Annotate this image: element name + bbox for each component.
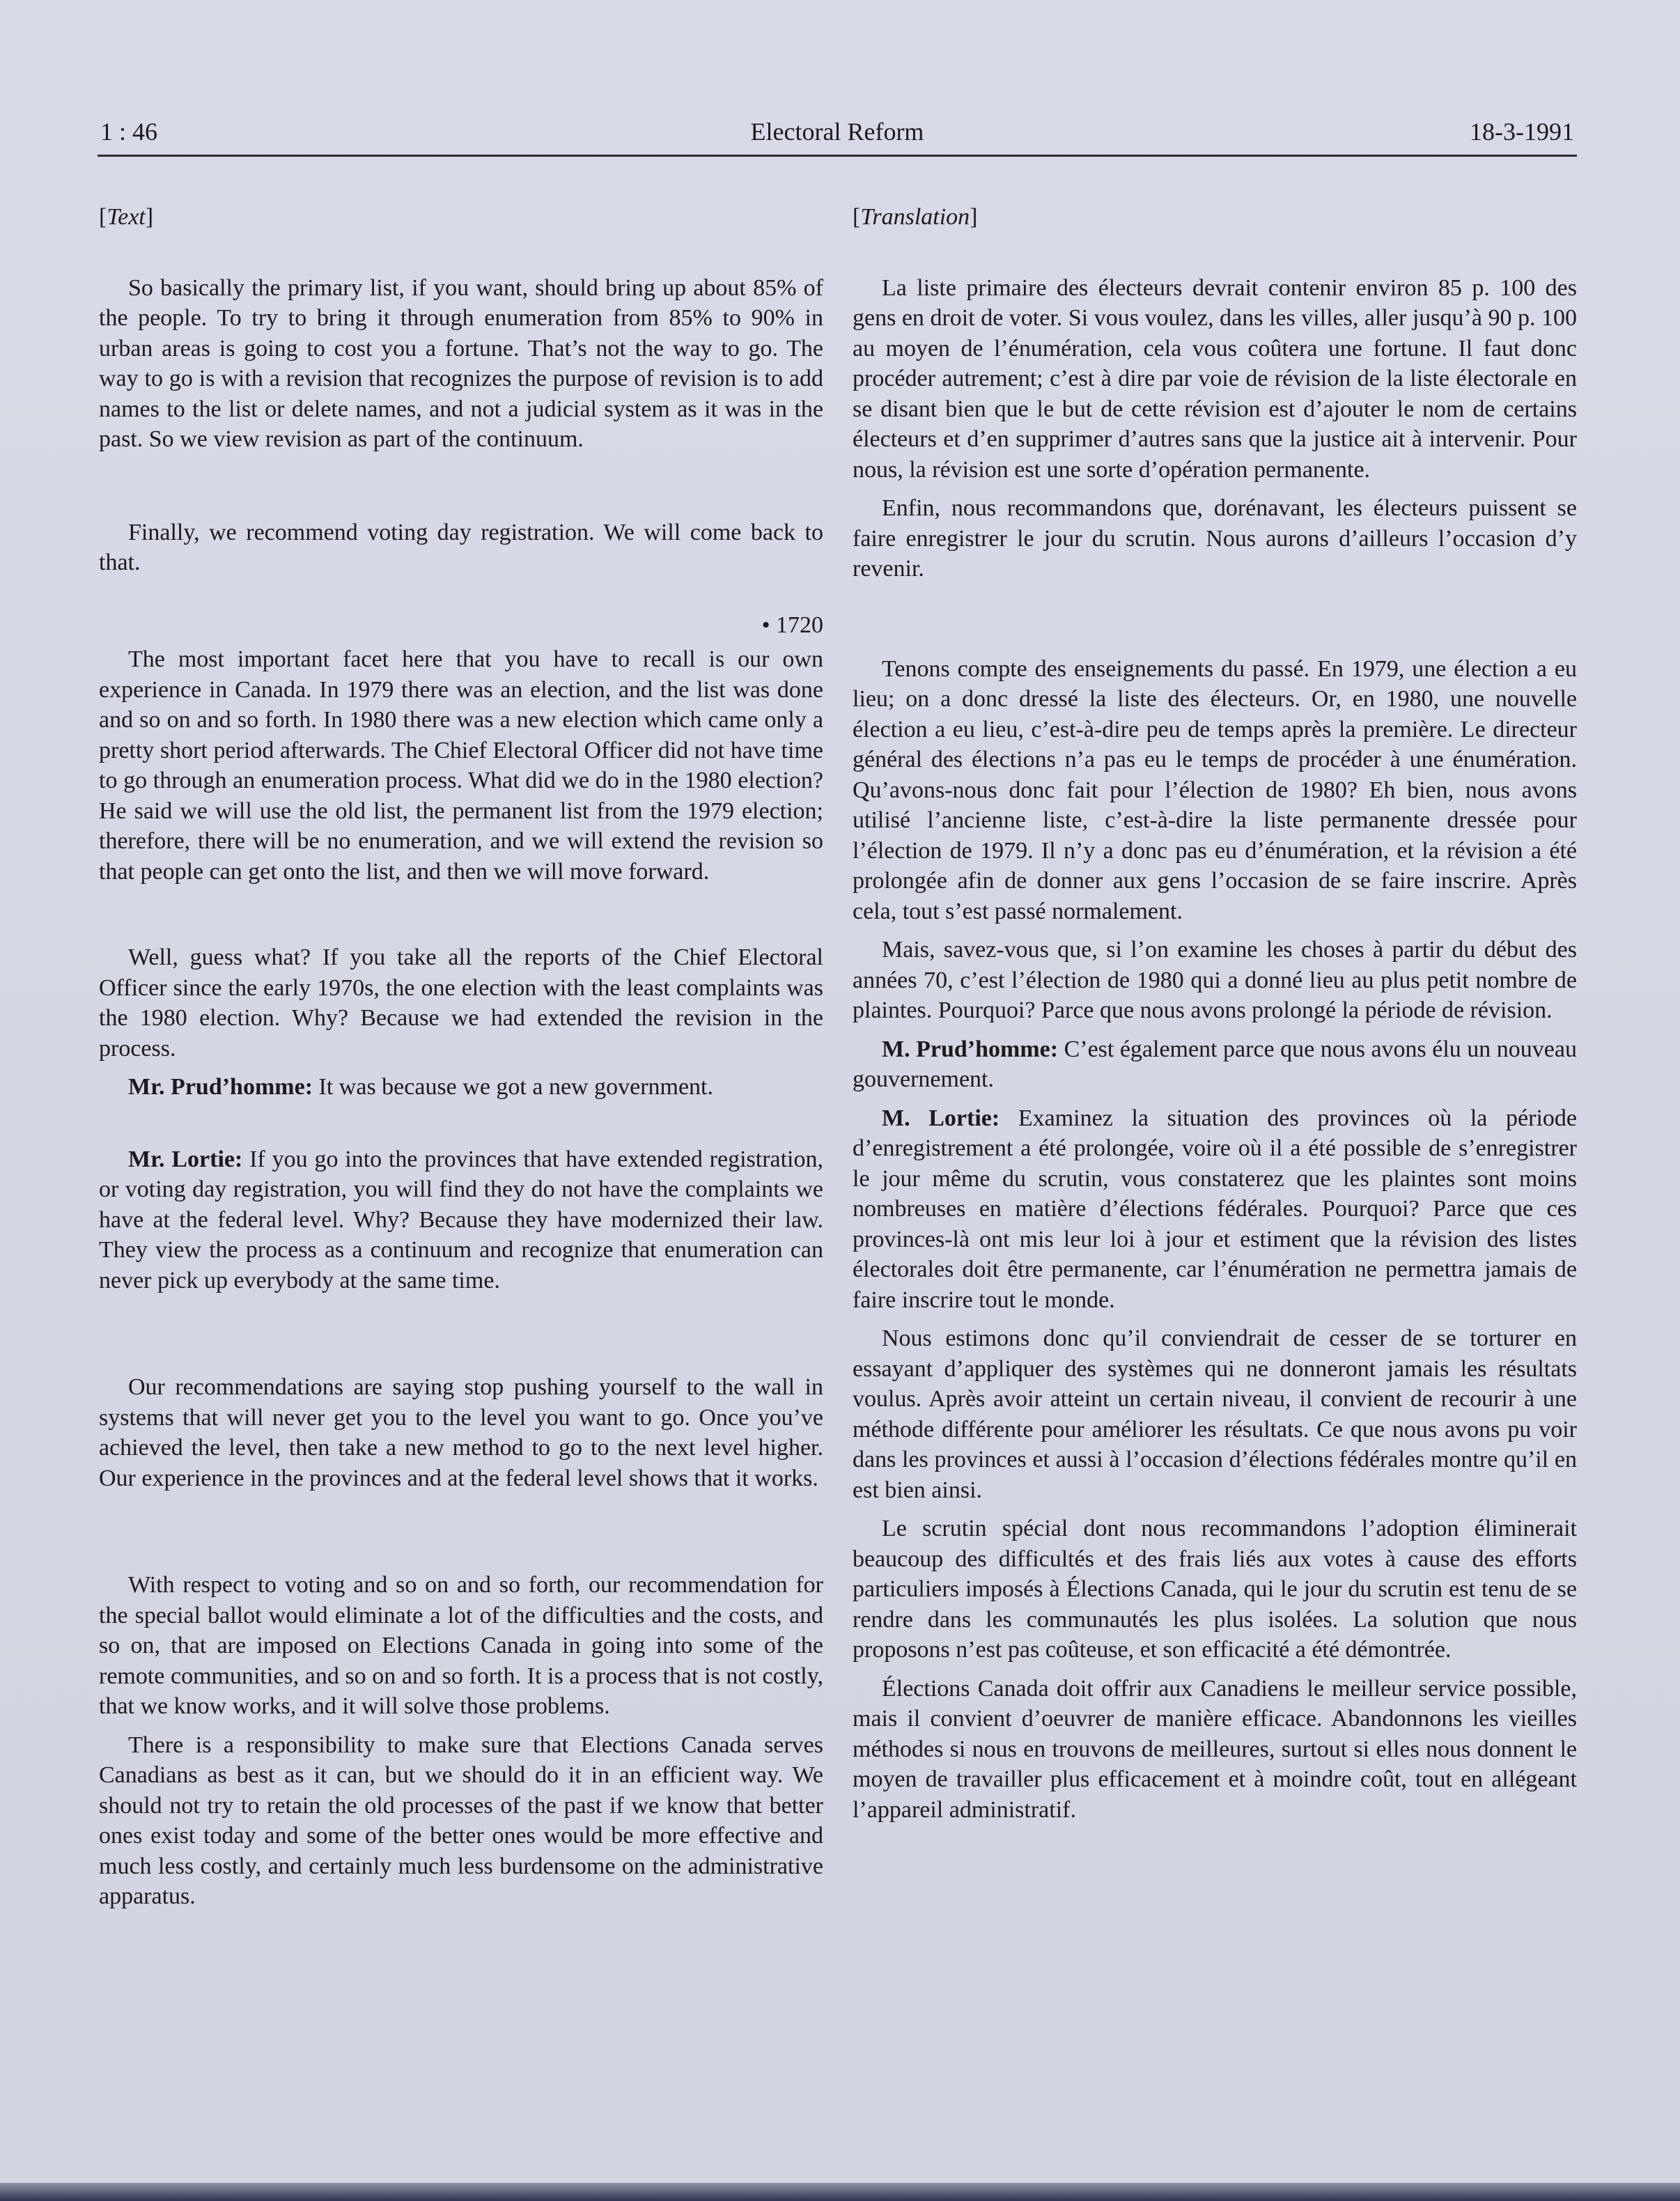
header-date: 18-3-1991 [1470, 118, 1574, 146]
english-paragraph-8: With respect to voting and so on and so forth, our recommendation for the special ballot would eliminate a lot of the difficulties and the costs, and so on, that are imposed on Elections Canada in going into some of the remote communities, and so on and so forth. It is a process that is not costly, that we know works, and it will solve those problems. [99, 1572, 823, 1719]
header-title: Electoral Reform [750, 118, 924, 146]
english-column [99, 202, 823, 1912]
time-marker: • 1720 [761, 612, 823, 638]
french-paragraph-6 [853, 1103, 1577, 1316]
french-paragraph-1: La liste primaire des électeurs devrait contenir environ 85 p. 100 des gens en droit de voter. Si vous voulez, dans les villes, aller jusqu’à 90 p. 100 au moyen de l’énumération, cela vous coûtera une fortune. Il faut donc procéder autrement; c’est à dire par voie de révision de la liste électorale en se disant bien que le but de cette révision est d’ajouter le nom de certains électeurs et d’en supprimer d’autres sans que la justice ait à intervenir. Pour nous, la révision est une sorte d’opération permanente. [853, 274, 1577, 483]
french-column [853, 202, 1577, 1825]
speech-text: C’est également parce que nous avons élu un nouveau gouvernement. [853, 1036, 1577, 1092]
speech-text: It was because we got a new government. [313, 1074, 713, 1100]
speaker-name: Mr. Prud’homme: [128, 1074, 313, 1100]
english-paragraph-5 [99, 1072, 823, 1103]
translation-label: [Translation] [853, 204, 978, 230]
english-paragraph-3: The most important facet here that you have to recall is our own experience in Canada. In 1979 there was an election, and the list was done and so on and so forth. In 1980 there was a new election which came only a pretty short period afterwards. The Chief Electoral Officer did not have time to go through an enumeration process. What did we do in the 1980 election? He said we will use the old list, the permanent list from the 1979 election; therefore, there will be no enumeration, and we will extend the revision so that people can get onto the list, and then we will move forward. [99, 646, 823, 885]
speech-text: Examinez la situation des provinces où la période d’enregistrement a été prolongée, voire où il a été possible de s’enregistrer le jour même du scrutin, vous constaterez que les plaintes sont moins nombreuses en matière d’élections fédérales. Pourquoi? Parce que ces provinces-là ont mis leur loi à jour et estiment que la révision des listes électorales doit être permanente, car l’énumération ne permettra jamais de faire inscrire tout le monde. [853, 1105, 1577, 1313]
french-paragraph-5 [853, 1034, 1577, 1095]
text-label-word: Text [107, 204, 146, 230]
french-paragraph-4: Mais, savez-vous que, si l’on examine les choses à partir du début des années 70, c’est l’élection de 1980 qui a donné lieu au plus petit nombre de plaintes. Pourquoi? Parce que nous avons prolongé la période de révision. [853, 937, 1577, 1023]
english-paragraph-1: So basically the primary list, if you want, should bring up about 85% of the people. To try to bring it through enumeration from 85% to 90% in urban areas is going to cost you a fortune. That’s not the way to go. The way to go is with a revision that recognizes the purpose of revision is to add names to the list or delete names, and not a judicial system as it was in the past. So we view revision as part of the continuum. [99, 274, 823, 452]
speaker-name: M. Lortie: [882, 1105, 1000, 1131]
english-paragraph-4: Well, guess what? If you take all the reports of the Chief Electoral Officer since the early 1970s, the one election with the least complaints was the 1980 election. Why? Because we had extended the revision in the process. [99, 944, 823, 1061]
speaker-name: M. Prud’homme: [882, 1036, 1059, 1062]
french-paragraph-9: Élections Canada doit offrir aux Canadiens le meilleur service possible, mais il convient d’oeuvrer de manière efficace. Abandonnons les vieilles méthodes si nous en trouvons de meilleures, surtout si elles nous donnent le moyen de travailler plus efficacement et à moindre coût, tout en allégeant l’appareil administratif. [853, 1675, 1577, 1823]
english-paragraph-9: There is a responsibility to make sure that Elections Canada serves Canadians as best as it can, but we should do it in an efficient way. We should not try to retain the old processes of the past if we know that better ones exist today and some of the better ones would be more effective and much less costly, and certainly much less burdensome on the administrative apparatus. [99, 1732, 823, 1909]
french-paragraph-7: Nous estimons donc qu’il conviendrait de cesser de se torturer en essayant d’appliquer des systèmes qui ne donneront jamais les résultats voulus. Après avoir atteint un certain niveau, il convient de recourir à une méthode différente pour améliorer les résultats. Ce que nous avons pu voir dans les provinces et aussi à l’occasion d’élections fédérales montre qu’il en est bien ainsi. [853, 1325, 1577, 1503]
french-paragraph-3: Tenons compte des enseignements du passé. En 1979, une élection a eu lieu; on a donc dressé la liste des électeurs. Or, en 1980, une nouvelle élection a eu lieu, c’est-à-dire peu de temps après la première. Le directeur général des élections n’a pas eu le temps de procéder à une énumération. Qu’avons-nous donc fait pour l’élection de 1980? Eh bien, nous avons utilisé l’ancienne liste, c’est-à-dire la liste permanente dressée pour l’élection de 1979. Il n’y a donc pas eu d’énumération, et la révision a été prolongée afin de donner aux gens l’occasion de se faire inscrire. Après cela, tout s’est passé normalement. [853, 655, 1577, 924]
english-paragraph-2: Finally, we recommend voting day registration. We will come back to that. [99, 519, 823, 575]
french-paragraph-8: Le scrutin spécial dont nous recommandons l’adoption éliminerait beaucoup des difficultés et des frais liés aux votes à cause des efforts particuliers imposés à Élections Canada, qui le jour du scrutin est tenu de se rendre dans les communautés les plus isolées. La solution que nous proposons n’est pas coûteuse, et son efficacité a été démontrée. [853, 1516, 1577, 1663]
english-paragraph-7: Our recommendations are saying stop pushing yourself to the wall in systems that will never get you to the level you want to go. Once you’ve achieved the level, then take a new method to go to the next level higher. Our experience in the provinces and at the federal level shows that it works. [99, 1374, 823, 1491]
page-bottom-edge [0, 2183, 1680, 2201]
page-header [98, 116, 1577, 157]
text-label: [Text] [99, 204, 154, 230]
french-paragraph-2: Enfin, nous recommandons que, dorénavant, les électeurs puissent se faire enregistrer le jour du scrutin. Nous aurons d’ailleurs l’occasion d’y revenir. [853, 495, 1577, 582]
english-paragraph-6 [99, 1144, 823, 1296]
page-number: 1 : 46 [100, 118, 158, 146]
translation-label-word: Translation [860, 204, 970, 230]
speaker-name: Mr. Lortie: [128, 1146, 243, 1172]
speech-text: If you go into the provinces that have extended registration, or voting day registration, you will find they do not have the complaints we have at the federal level. Why? Because they have modernized their law. They view the process as a continuum and recognize that enumeration can never pick up everybody at the same time. [99, 1146, 824, 1293]
